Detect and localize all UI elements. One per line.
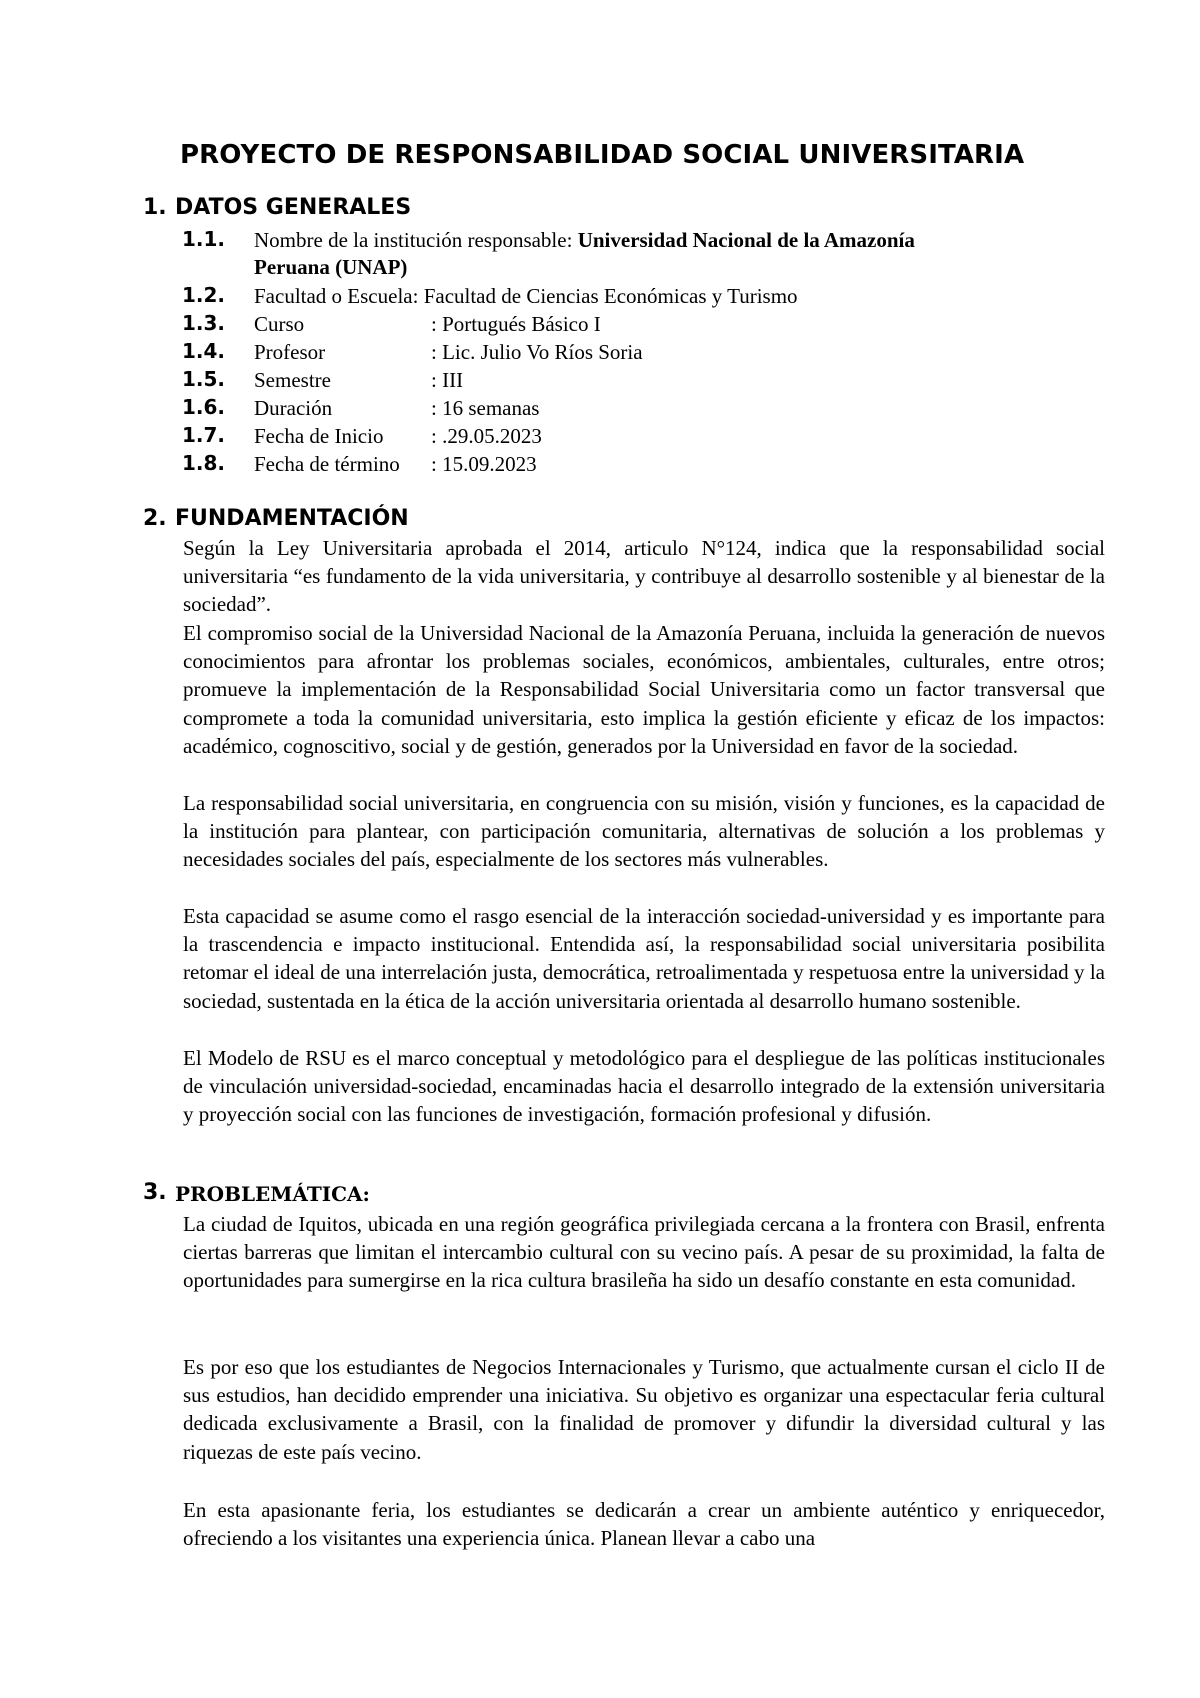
item-label: Fecha de término bbox=[254, 452, 400, 476]
section-title: PROBLEMÁTICA: bbox=[175, 1182, 370, 1206]
item-number: 1.4. bbox=[182, 339, 226, 363]
item-value: : 16 semanas bbox=[431, 396, 540, 420]
section-number: 1. bbox=[143, 195, 167, 220]
item-number: 1.8. bbox=[182, 451, 226, 475]
paragraph: Esta capacidad se asume como el rasgo esencial de la interacción sociedad-universidad y es importante para la trascendencia e impacto institucional. Entendida así, la responsabilidad social universitaria posibilita retomar el ideal de una interrelación justa, democrática, retroalimentada y respetuosa entre la universidad y la sociedad, sustentada en la ética de la acción universitaria orientada al desarrollo humano sostenible. bbox=[183, 904, 1105, 1013]
paragraph: La responsabilidad social universitaria, en congruencia con su misión, visión y funciones, es la capacidad de la institución para plantear, con participación comunitaria, alternativas de solución a los problemas y necesidades sociales del país, especialmente de los sectores más vulnerables. bbox=[183, 791, 1105, 872]
item-label: Profesor bbox=[254, 340, 326, 364]
item-value: Universidad Nacional de la Amazonía bbox=[577, 228, 915, 252]
document-title: PROYECTO DE RESPONSABILIDAD SOCIAL UNIVERSITARIA bbox=[180, 140, 1025, 170]
paragraph: El Modelo de RSU es el marco conceptual y metodológico para el despliegue de las políticas institucionales de vinculación universidad-sociedad, encaminadas hacia el desarrollo integrado de la extensión universitaria y proyección social con las funciones de investigación, formación profesional y difusión. bbox=[183, 1046, 1105, 1127]
paragraph: En esta apasionante feria, los estudiantes se dedicarán a crear un ambiente auténtico y enriquecedor, ofreciendo a los visitantes una experiencia única. Planean llevar a cabo una bbox=[183, 1498, 1105, 1551]
item-number: 1.3. bbox=[182, 311, 226, 335]
item-number: 1.2. bbox=[182, 283, 226, 307]
paragraph: Según la Ley Universitaria aprobada el 2014, articulo N°124, indica que la responsabilidad social universitaria “es fundamento de la vida universitaria, y contribuye al desarrollo sostenible y al bienestar de la sociedad”. bbox=[183, 536, 1105, 617]
item-number: 1.6. bbox=[182, 395, 226, 419]
paragraph: La ciudad de Iquitos, ubicada en una región geográfica privilegiada cercana a la frontera con Brasil, enfrenta ciertas barreras que limitan el intercambio cultural con su vecino país. A pesar de su proximidad, la falta de oportunidades para sumergirse en la rica cultura brasileña ha sido un desafío constante en esta comunidad. bbox=[183, 1212, 1105, 1293]
item-value: : III bbox=[431, 368, 464, 392]
item-text: Facultad o Escuela: Facultad de Ciencias Económicas y Turismo bbox=[254, 284, 798, 308]
item-label: Fecha de Inicio bbox=[254, 424, 384, 448]
section-title: DATOS GENERALES bbox=[175, 195, 412, 220]
item-value: : Lic. Julio Vo Ríos Soria bbox=[431, 340, 643, 364]
item-value-continued: Peruana (UNAP) bbox=[254, 255, 408, 279]
section-title: FUNDAMENTACIÓN bbox=[175, 506, 409, 531]
item-number: 1.7. bbox=[182, 423, 226, 447]
item-label: Duración bbox=[254, 396, 333, 420]
item-label: Nombre de la institución responsable: bbox=[254, 228, 578, 252]
item-label: Curso bbox=[254, 312, 305, 336]
paragraph: El compromiso social de la Universidad Nacional de la Amazonía Peruana, incluida la generación de nuevos conocimientos para afrontar los problemas sociales, económicos, ambientales, culturales, entre otros; promueve la implementación de la Responsabilidad Social Universitaria como un factor transversal que compromete a toda la comunidad universitaria, esto implica la gestión eficiente y eficaz de los impactos: académico, cognoscitivo, social y de gestión, generados por la Universidad en favor de la sociedad. bbox=[183, 621, 1105, 758]
item-label: Semestre bbox=[254, 368, 331, 392]
item-number: 1.5. bbox=[182, 367, 226, 391]
section-number: 3. bbox=[143, 1180, 167, 1205]
item-number: 1.1. bbox=[182, 227, 226, 251]
item-value: : Portugués Básico I bbox=[431, 312, 601, 336]
item-value: : .29.05.2023 bbox=[431, 424, 542, 448]
paragraph: Es por eso que los estudiantes de Negocios Internacionales y Turismo, que actualmente cursan el ciclo II de sus estudios, han decidido emprender una iniciativa. Su objetivo es organizar una espectacular feria cultural dedicada exclusivamente a Brasil, con la finalidad de promover y difundir la diversidad cultural y las riquezas de este país vecino. bbox=[183, 1355, 1105, 1464]
section-number: 2. bbox=[143, 506, 167, 531]
item-value: : 15.09.2023 bbox=[431, 452, 537, 476]
